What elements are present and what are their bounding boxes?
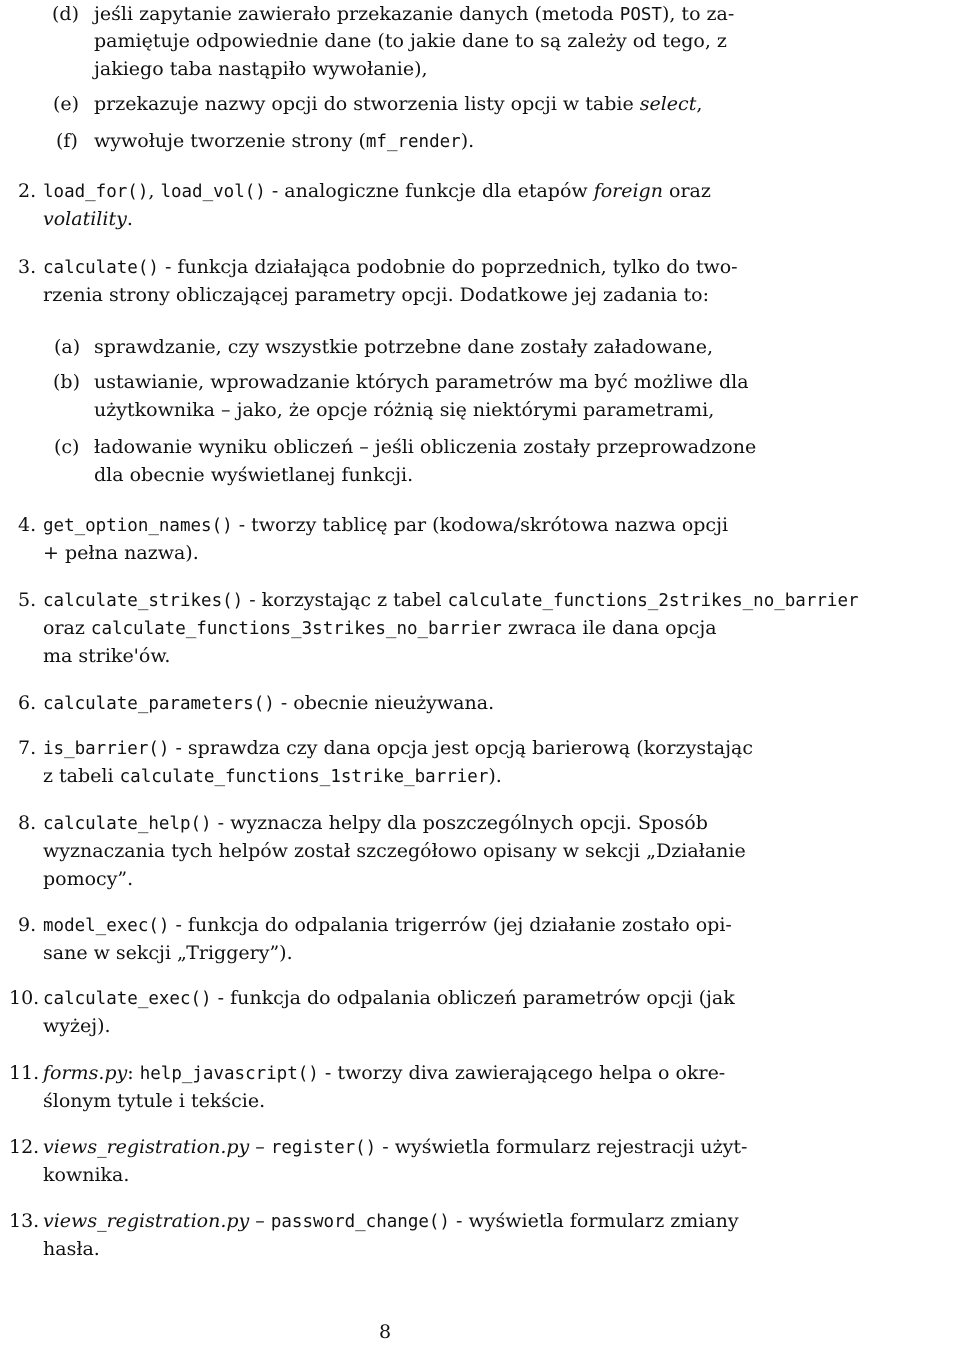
item-8-line-2: wyznaczania tych helpów został szczegółowo opisany w sekcji „Działanie [43,840,746,862]
item-f-text: wywołuje tworzenie strony ( [94,130,366,152]
item-d-line-1 [94,0,734,29]
item-2-italic-volatility: volatility [43,208,127,230]
item-6-text: - obecnie nieużywana. [274,692,495,714]
item-6-line-1 [43,689,494,718]
code-model-exec: model_exec() [43,916,170,936]
item-e-italic: select [639,93,697,115]
item-5-line-1 [43,586,859,615]
item-11-colon: : [127,1062,140,1084]
item-13-line-2: hasła. [43,1238,100,1260]
item-2-end: . [126,208,133,230]
item-12-filename: views_registration.py [43,1136,250,1158]
item-9-line-1 [43,911,732,940]
list-marker-e: (e) [53,93,80,115]
item-b-line-1: ustawianie, wprowadzanie których parametrów ma być możliwe dla [94,371,749,393]
code-table-3strikes: calculate_functions_3strikes_no_barrier [90,619,502,639]
code-is-barrier: is_barrier() [43,739,170,759]
item-13-filename: views_registration.py [43,1210,250,1232]
item-2-italic-foreign: foreign [593,180,663,202]
item-7-line-1 [43,734,753,763]
item-13-dash: – [249,1210,271,1232]
item-f-end: ). [460,130,475,152]
code-calculate: calculate() [43,258,159,278]
item-5-line-3: ma strike'ów. [43,645,171,667]
item-8-text: - wyznacza helpy dla poszczególnych opcji. Sposób [211,812,708,834]
item-4-text: - tworzy tablicę par (kodowa/skrótowa nazwa opcji [232,514,729,536]
item-2-line-2 [43,205,133,233]
item-d-text: jeśli zapytanie zawierało przekazanie danych (metoda [94,3,620,25]
item-2-text: - analogiczne funkcje dla etapów [265,180,594,202]
item-7-text-2: z tabeli [43,765,120,787]
item-e-text: przekazuje nazwy opcji do stworzenia listy opcji w tabie [94,93,640,115]
item-8-line-1 [43,809,708,838]
code-table-1strike-barrier: calculate_functions_1strike_barrier [119,767,489,787]
item-e-line-1 [94,90,702,118]
list-number-11: 11. [9,1062,40,1084]
item-b-line-2: użytkownika – jako, że opcje różnią się niektórymi parametrami, [94,399,715,421]
code-calculate-help: calculate_help() [43,814,212,834]
list-number-5: 5. [18,589,37,611]
item-d-line-2: pamiętuje odpowiednie dane (to jakie dane to są zależy od tego, z [94,30,727,52]
item-13-text: - wyświetla formularz zmiany [449,1210,739,1232]
item-11-text: - tworzy diva zawierającego helpa o okre- [318,1062,726,1084]
list-number-7: 7. [18,737,37,759]
item-9-text: - funkcja do odpalania trigerrów (jej działanie zostało opi- [169,914,732,936]
item-12-text: - wyświetla formularz rejestracji użyt- [376,1136,748,1158]
code-calculate-strikes: calculate_strikes() [43,591,244,611]
item-4-line-1 [43,511,728,540]
list-number-9: 9. [18,914,37,936]
code-mf-render: mf_render [365,132,461,152]
item-2-sep: , [148,180,161,202]
item-3-line-1 [43,253,738,282]
item-2-mid: oraz [662,180,711,202]
list-number-4: 4. [18,514,37,536]
item-d-line-3: jakiego taba nastąpiło wywołanie), [94,58,428,80]
list-marker-a: (a) [54,336,81,358]
list-number-13: 13. [9,1210,40,1232]
item-5-text: - korzystając z tabel [243,589,448,611]
code-help-javascript: help_javascript() [139,1064,319,1084]
code-calculate-exec: calculate_exec() [43,989,212,1009]
item-8-line-3: pomocy”. [43,868,134,890]
code-register: register() [270,1138,377,1158]
code-table-2strikes: calculate_functions_2strikes_no_barrier [447,591,859,611]
item-13-line-1 [43,1207,739,1236]
item-11-line-1 [43,1059,725,1088]
item-5-text-2: zwraca ile dana opcja [501,617,717,639]
item-5-line-2 [43,614,717,643]
item-d-text-end: ), to za- [661,3,735,25]
code-password-change: password_change() [270,1212,450,1232]
item-9-line-2: sane w sekcji „Triggery”). [43,942,293,964]
item-11-line-2: ślonym tytule i tekście. [43,1090,266,1112]
item-7-line-2 [43,762,502,791]
item-7-end: ). [488,765,502,787]
list-marker-b: (b) [53,371,80,393]
item-4-line-2: + pełna nazwa). [43,542,199,564]
item-11-filename: forms.py [43,1062,128,1084]
list-number-3: 3. [18,256,37,278]
code-load-for: load_for() [43,182,149,202]
item-c-line-2: dla obecnie wyświetlanej funkcji. [94,464,414,486]
item-3-text: - funkcja działająca podobnie do poprzednich, tylko do two- [158,256,738,278]
item-12-line-1 [43,1133,747,1162]
code-load-vol: load_vol() [160,182,266,202]
item-3-line-2: rzenia strony obliczającej parametry opcji. Dodatkowe jej zadania to: [43,284,709,306]
page-number: 8 [378,1321,392,1343]
list-number-10: 10. [9,987,40,1009]
item-5-oraz: oraz [43,617,91,639]
list-number-2: 2. [18,180,37,202]
code-post: POST [619,5,662,25]
code-get-option-names: get_option_names() [43,516,233,536]
item-12-line-2: kownika. [43,1164,130,1186]
list-marker-f: (f) [56,130,78,152]
item-7-text: - sprawdza czy dana opcja jest opcją barierową (korzystając [169,737,753,759]
code-calculate-parameters: calculate_parameters() [43,694,275,714]
list-marker-d: (d) [52,3,79,25]
list-marker-c: (c) [54,436,80,458]
item-2-line-1 [43,177,711,206]
item-e-end: , [696,93,703,115]
list-number-8: 8. [18,812,37,834]
list-number-6: 6. [18,692,37,714]
item-12-dash: – [249,1136,271,1158]
item-10-text: - funkcja do odpalania obliczeń parametrów opcji (jak [211,987,735,1009]
item-a-line-1: sprawdzanie, czy wszystkie potrzebne dane zostały załadowane, [94,336,714,358]
item-f-line-1 [94,127,474,156]
item-10-line-2: wyżej). [43,1015,111,1037]
list-number-12: 12. [9,1136,40,1158]
item-c-line-1: ładowanie wyniku obliczeń – jeśli obliczenia zostały przeprowadzone [94,436,757,458]
item-10-line-1 [43,984,735,1013]
